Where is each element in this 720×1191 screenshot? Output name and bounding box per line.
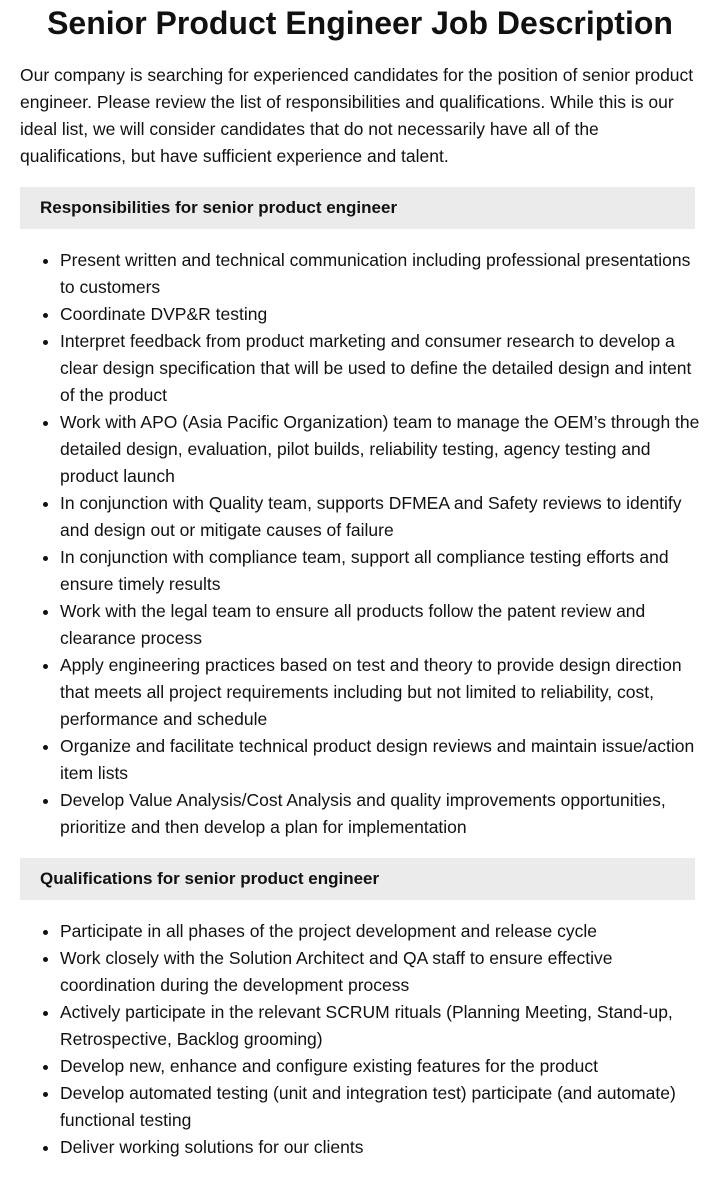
list-item: • Work with APO (Asia Pacific Organization) team to manage the OEM’s through the detailed design, evaluation, pilot builds, reliability testing, agency testing and product launch — [60, 409, 700, 490]
qualifications-list — [20, 918, 700, 1161]
list-item: • Develop new, enhance and configure existing features for the product — [60, 1053, 700, 1080]
list-item: • Work closely with the Solution Architect and QA staff to ensure effective coordination during the development process — [60, 945, 700, 999]
list-item: • Develop Value Analysis/Cost Analysis and quality improvements opportunities, prioritize and then develop a plan for implementation — [60, 787, 700, 841]
list-item: • Apply engineering practices based on test and theory to provide design direction that meets all project requirements including but not limited to reliability, cost, performance and schedule — [60, 652, 700, 733]
list-item: • Participate in all phases of the project development and release cycle — [60, 918, 700, 945]
list-item: • Work with the legal team to ensure all products follow the patent review and clearance process — [60, 598, 700, 652]
list-item: • In conjunction with compliance team, support all compliance testing efforts and ensure timely results — [60, 544, 700, 598]
responsibilities-list — [20, 247, 700, 841]
page-title: Senior Product Engineer Job Description — [47, 5, 673, 41]
list-item: • In conjunction with Quality team, supports DFMEA and Safety reviews to identify and design out or mitigate causes of failure — [60, 490, 700, 544]
list-item: • Coordinate DVP&R testing — [60, 301, 700, 328]
responsibilities-heading: Responsibilities for senior product engineer — [20, 187, 695, 229]
list-item: • Develop automated testing (unit and integration test) participate (and automate) functional testing — [60, 1080, 700, 1134]
list-item: • Deliver working solutions for our clients — [60, 1134, 700, 1161]
list-item: • Present written and technical communication including professional presentations to customers — [60, 247, 700, 301]
intro-paragraph: Our company is searching for experienced candidates for the position of senior product engineer. Please review the list of responsibilities and qualifications. While this is our ideal list, we will consider candidates that do not necessarily have all of the qualifications, but have sufficient experience and talent. — [20, 65, 694, 166]
list-item: • Interpret feedback from product marketing and consumer research to develop a clear design specification that will be used to define the detailed design and intent of the product — [60, 328, 700, 409]
qualifications-heading: Qualifications for senior product engineer — [20, 858, 695, 900]
list-item: • Actively participate in the relevant SCRUM rituals (Planning Meeting, Stand-up, Retrospective, Backlog grooming) — [60, 999, 700, 1053]
list-item: • Organize and facilitate technical product design reviews and maintain issue/action item lists — [60, 733, 700, 787]
